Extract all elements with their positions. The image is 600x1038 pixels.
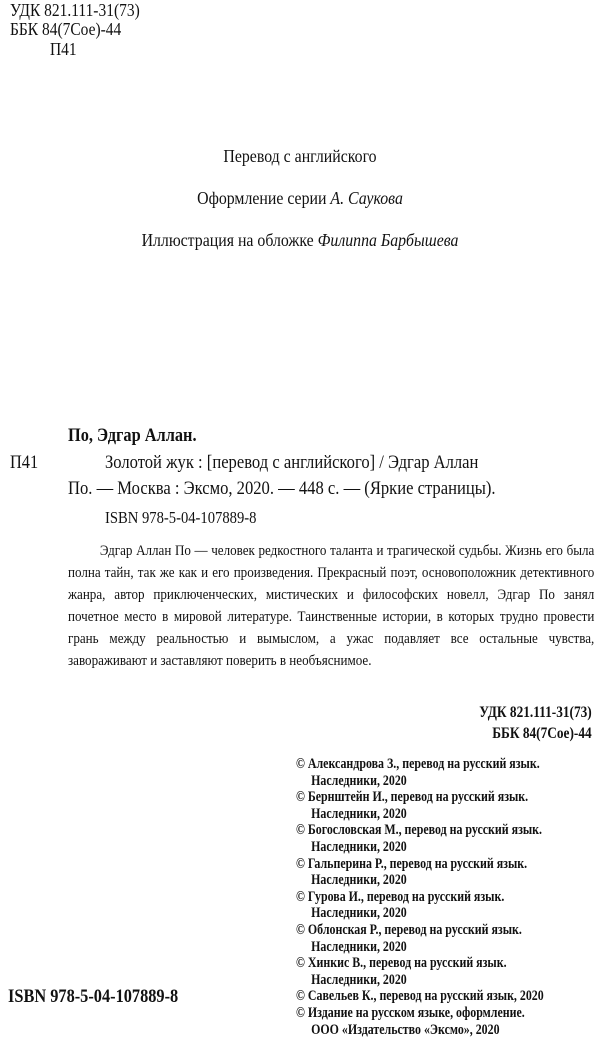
copyright-item [296, 955, 544, 988]
copyright-line: © Издание на русском языке, оформление. [296, 1005, 544, 1022]
copyright-line: Наследники, 2020 [296, 872, 544, 889]
copyright-line: ООО «Издательство «Эксмо», 2020 [296, 1022, 544, 1038]
copyright-item [296, 789, 544, 822]
copyright-line: © Гурова И., перевод на русский язык. [296, 889, 544, 906]
copyright-item [296, 822, 544, 855]
copyright-list [296, 756, 544, 1038]
copyright-line: Наследники, 2020 [296, 972, 544, 989]
series-design-credit [197, 188, 403, 209]
catalog-author: По, Эдгар Аллан. [68, 425, 197, 447]
catalog-code: П41 [10, 452, 38, 474]
header-code: П41 [50, 40, 77, 58]
copyright-line: Наследники, 2020 [296, 839, 544, 856]
copyright-line: Наследники, 2020 [296, 939, 544, 956]
copyright-item [296, 889, 544, 922]
copyright-line: © Александрова З., перевод на русский язык. [296, 756, 544, 773]
series-design-label: Оформление серии [197, 188, 326, 208]
catalog-bbk: ББК 84(7Сое)-44 [493, 725, 592, 743]
copyright-item [296, 756, 544, 789]
copyright-line: © Богословская М., перевод на русский язык. [296, 822, 544, 839]
catalog-isbn: ISBN 978-5-04-107889-8 [105, 508, 256, 528]
header-bbk: ББК 84(7Сое)-44 [10, 20, 121, 38]
copyright-line: © Хинкис В., перевод на русский язык. [296, 955, 544, 972]
cover-illustrator: Филиппа Барбышева [318, 230, 459, 250]
copyright-line: Наследники, 2020 [296, 905, 544, 922]
translation-note: Перевод с английского [223, 146, 376, 167]
cover-illustration-label: Иллюстрация на обложке [142, 230, 314, 250]
copyright-line: © Облонская Р., перевод на русский язык. [296, 922, 544, 939]
copyright-item [296, 1005, 544, 1038]
catalog-title-line: Золотой жук : [перевод с английского] / Эдгар Аллан [105, 452, 478, 474]
catalog-imprint-line: По. — Москва : Эксмо, 2020. — 448 с. — (Яркие страницы). [68, 478, 496, 500]
copyright-line: © Гальперина Р., перевод на русский язык. [296, 856, 544, 873]
copyright-line: © Савельев К., перевод на русский язык, 2020 [296, 988, 544, 1005]
annotation-text: Эдгар Аллан По — человек редкостного таланта и трагической судьбы. Жизнь его была полна тайн, так же как и его произведения. Прекрасный поэт, основоположник детективного жанра, автор приключенческих, мистических и философских новелл, Эдгар По занял почетное место в мировой литературе. Таинственные истории, в которых трудно провести грань между реальностью и вымыслом, а ужас подавляет все остальные чувства, завораживают и заставляют поверить в необъяснимое. [68, 540, 594, 672]
copyright-line: Наследники, 2020 [296, 773, 544, 790]
copyright-item [296, 856, 544, 889]
footer-isbn: ISBN 978-5-04-107889-8 [8, 986, 178, 1008]
copyright-line: © Бернштейн И., перевод на русский язык. [296, 789, 544, 806]
annotation [68, 540, 594, 672]
copyright-item [296, 922, 544, 955]
copyright-item [296, 988, 544, 1005]
catalog-udk: УДК 821.111-31(73) [480, 704, 592, 722]
header-udk: УДК 821.111-31(73) [10, 1, 140, 19]
series-designer: А. Саукова [330, 188, 402, 208]
copyright-line: Наследники, 2020 [296, 806, 544, 823]
cover-illustration-credit [142, 230, 459, 251]
